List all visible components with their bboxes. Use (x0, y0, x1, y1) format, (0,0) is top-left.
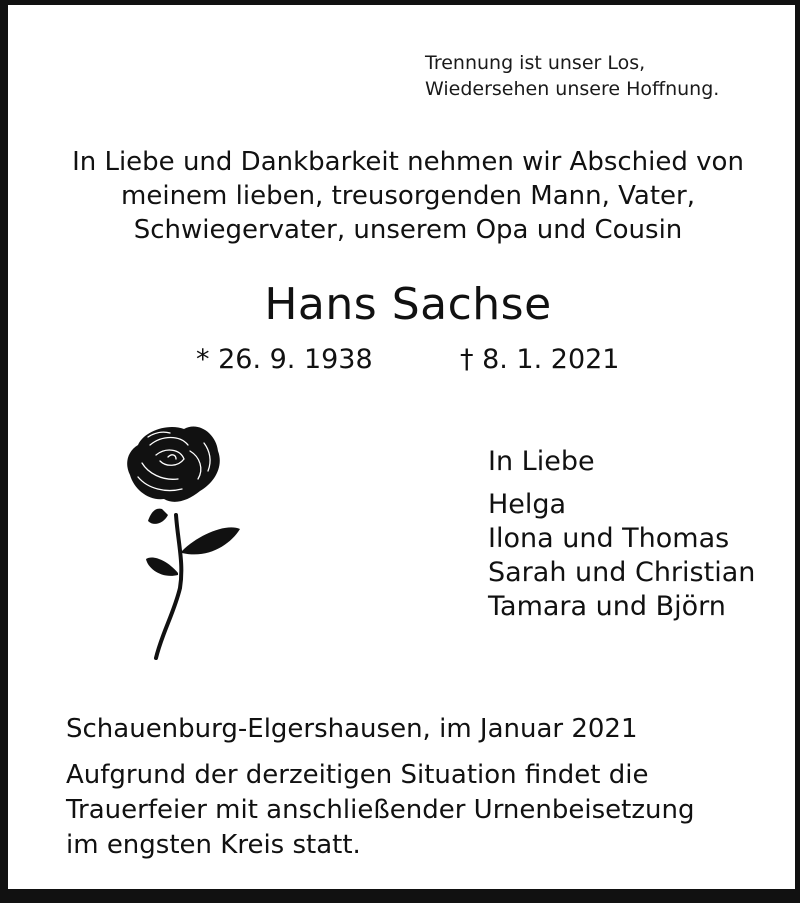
intro-line: meinem lieben, treusorgenden Mann, Vater, (121, 181, 695, 211)
mourners-list (488, 445, 755, 624)
mourner-name: Tamara und Björn (488, 591, 726, 622)
place-date: Schauenburg-Elgershausen, im Januar 2021 (66, 714, 638, 744)
motto-line: Wiedersehen unsere Hoffnung. (425, 78, 720, 100)
birth-date: * 26. 9. 1938 (196, 344, 373, 375)
intro-text (8, 145, 800, 247)
mourner-name: Sarah und Christian (488, 557, 756, 588)
note-line: Trauerfeier mit anschließender Urnenbeisetzung (66, 795, 695, 825)
intro-line: In Liebe und Dankbarkeit nehmen wir Abschied von (72, 147, 744, 177)
rose-icon (118, 423, 248, 663)
death-date: † 8. 1. 2021 (460, 344, 620, 375)
mourner-name: Helga (488, 489, 567, 520)
intro-line: Schwiegervater, unserem Opa und Cousin (133, 215, 683, 245)
note-line: im engsten Kreis statt. (66, 830, 361, 860)
mourners-heading: In Liebe (488, 446, 595, 477)
motto-quote (425, 50, 719, 102)
motto-line: Trennung ist unser Los, (425, 52, 646, 74)
mourner-name: Ilona und Thomas (488, 523, 730, 554)
deceased-name: Hans Sachse (264, 279, 552, 330)
note-line: Aufgrund der derzeitigen Situation findet die (66, 760, 649, 790)
funeral-note (66, 758, 694, 863)
